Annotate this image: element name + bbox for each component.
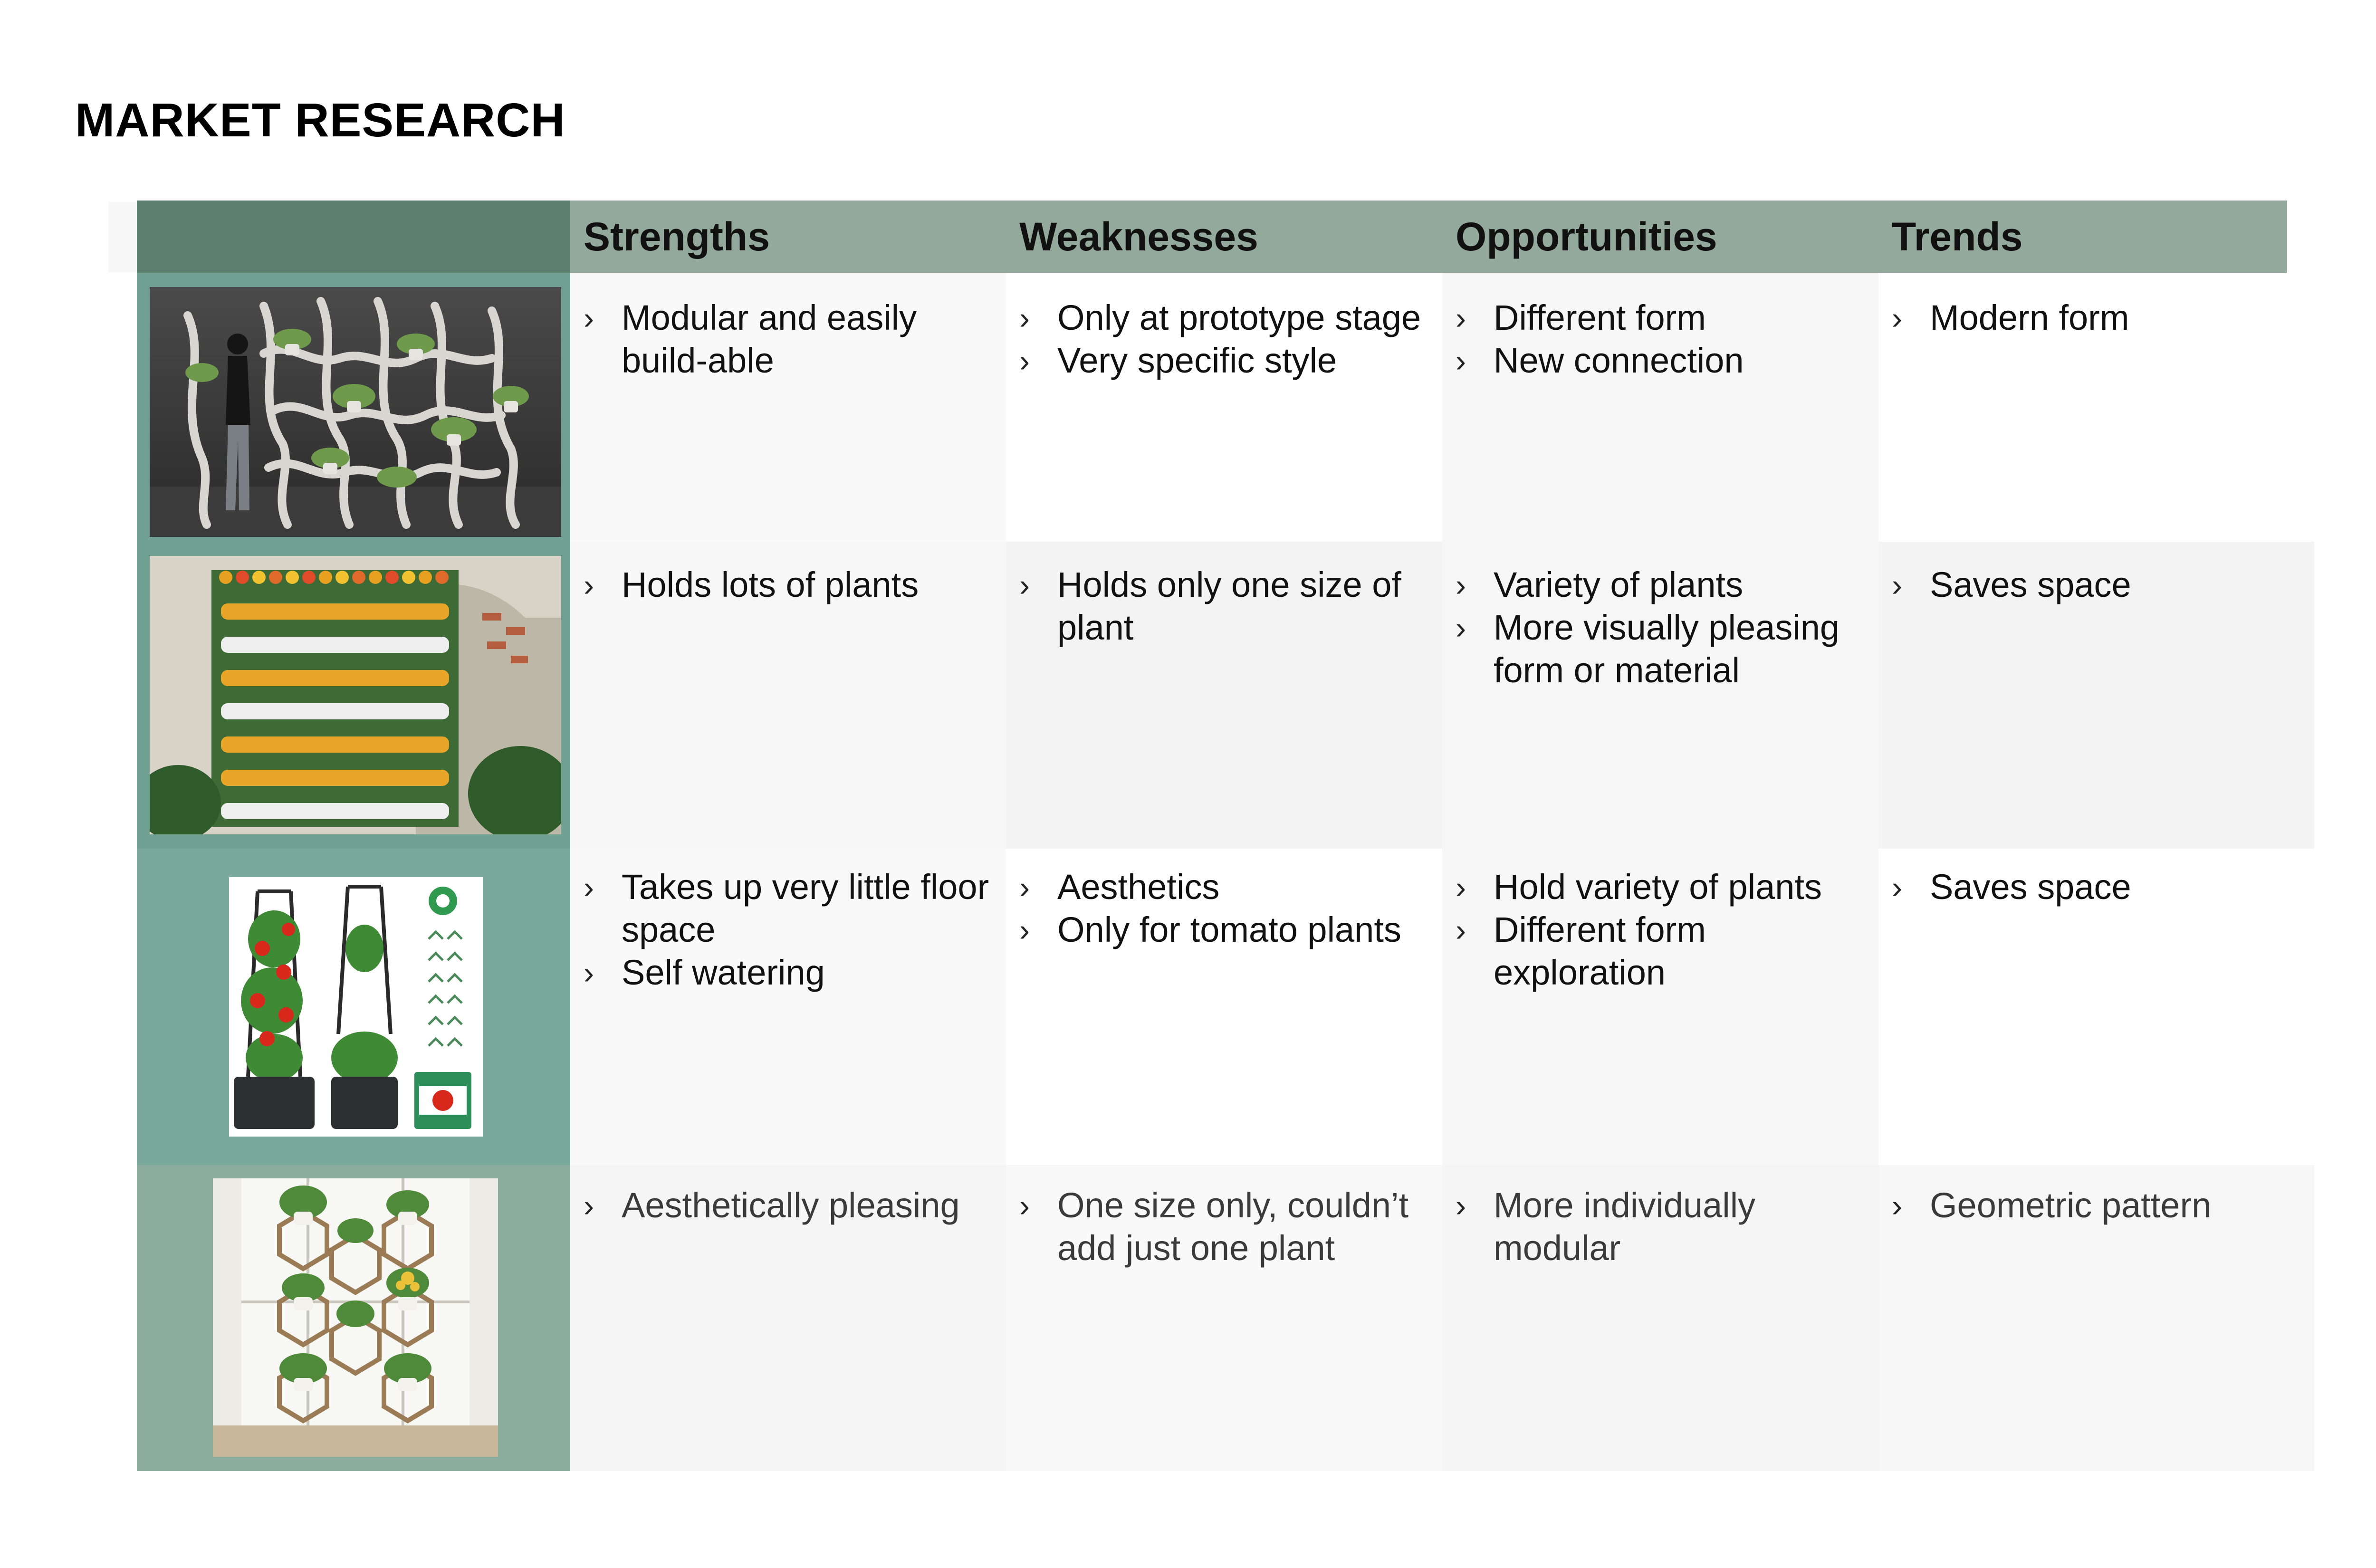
list-item: › Only at prototype stage (1006, 296, 1442, 339)
bullet-chevron-icon: › (1456, 912, 1466, 947)
bullet-chevron-icon: › (1456, 610, 1466, 645)
opportunities-cell (1442, 542, 1878, 849)
bullet-chevron-icon: › (1019, 343, 1030, 378)
bullet-chevron-icon: › (1019, 912, 1030, 947)
bullet-chevron-icon: › (1019, 567, 1030, 602)
list-item: › Hold variety of plants (1442, 866, 1878, 908)
bullet-chevron-icon: › (584, 1188, 594, 1223)
bullet-chevron-icon: › (1019, 300, 1030, 335)
opportunities-cell (1442, 1165, 1878, 1471)
list-item: › Different form (1442, 296, 1878, 339)
weaknesses-cell (1006, 849, 1442, 1165)
row-image-cell (137, 542, 570, 849)
opportunities-cell (1442, 273, 1878, 542)
row-image-cell (137, 849, 570, 1165)
list-item: › Modern form (1878, 296, 2287, 339)
trends-cell (1878, 542, 2314, 849)
list-item: › Holds only one size of plant (1006, 564, 1442, 649)
header-opportunities: Opportunities (1456, 214, 1717, 259)
list-item: › Different form exploration (1442, 908, 1878, 994)
tomato-tower-planter-photo (229, 877, 483, 1137)
list-item: › Geometric pattern (1878, 1184, 2314, 1227)
list-item: › More visually pleasing form or material (1442, 606, 1878, 692)
trends-cell (1878, 1165, 2314, 1471)
row-image-cell (137, 1165, 570, 1471)
trends-cell (1878, 849, 2287, 1165)
row-image-cell (137, 273, 570, 542)
list-item: › Aesthetics (1006, 866, 1442, 908)
bullet-chevron-icon: › (1019, 1188, 1030, 1223)
weaknesses-cell (1006, 542, 1442, 849)
vertical-flower-wall-photo (150, 556, 561, 834)
header-strengths: Strengths (584, 214, 770, 259)
bullet-chevron-icon: › (1892, 1188, 1902, 1223)
list-item: › Variety of plants (1442, 564, 1878, 606)
bullet-chevron-icon: › (1456, 343, 1466, 378)
list-item: › One size only, couldn’t add just one plant (1006, 1184, 1442, 1270)
list-item: › New connection (1442, 339, 1878, 382)
bullet-chevron-icon: › (1456, 870, 1466, 905)
hexagon-plant-shelf-photo (213, 1178, 498, 1457)
weaknesses-cell (1006, 273, 1442, 542)
modular-wall-planter-photo (150, 287, 561, 537)
bullet-chevron-icon: › (584, 955, 594, 990)
table-row (137, 273, 2313, 542)
strengths-cell (570, 1165, 1006, 1471)
bullet-chevron-icon: › (1456, 567, 1466, 602)
strengths-cell (570, 273, 1006, 542)
bullet-chevron-icon: › (584, 567, 594, 602)
list-item: › Very specific style (1006, 339, 1442, 382)
list-item: › More individually modular (1442, 1184, 1878, 1270)
strengths-cell (570, 849, 1006, 1165)
bullet-chevron-icon: › (1456, 300, 1466, 335)
bullet-chevron-icon: › (1019, 870, 1030, 905)
page-title: MARKET RESEARCH (75, 94, 565, 147)
bullet-chevron-icon: › (1892, 567, 1902, 602)
bullet-chevron-icon: › (584, 300, 594, 335)
list-item: › Only for tomato plants (1006, 908, 1442, 951)
table-header (137, 201, 2287, 273)
header-trends: Trends (1892, 214, 2023, 259)
bullet-chevron-icon: › (1892, 870, 1902, 905)
list-item: › Takes up very little floor space (570, 866, 1006, 951)
bullet-chevron-icon: › (584, 870, 594, 905)
bullet-chevron-icon: › (1456, 1188, 1466, 1223)
list-item: › Saves space (1878, 866, 2287, 908)
weaknesses-cell (1006, 1165, 1442, 1471)
table-row (137, 1165, 2313, 1471)
list-item: › Modular and easily build-able (570, 296, 1006, 382)
list-item: › Aesthetically pleasing (570, 1184, 1006, 1227)
trends-cell (1878, 273, 2287, 542)
bullet-chevron-icon: › (1892, 300, 1902, 335)
opportunities-cell (1442, 849, 1878, 1165)
list-item: › Saves space (1878, 564, 2314, 606)
list-item: › Self watering (570, 951, 1006, 994)
table-row (137, 542, 2313, 849)
header-image-column (137, 201, 570, 273)
list-item: › Holds lots of plants (570, 564, 1006, 606)
table-row (137, 849, 2313, 1165)
header-left-strip (108, 202, 137, 272)
header-weaknesses: Weaknesses (1019, 214, 1258, 259)
strengths-cell (570, 542, 1006, 849)
